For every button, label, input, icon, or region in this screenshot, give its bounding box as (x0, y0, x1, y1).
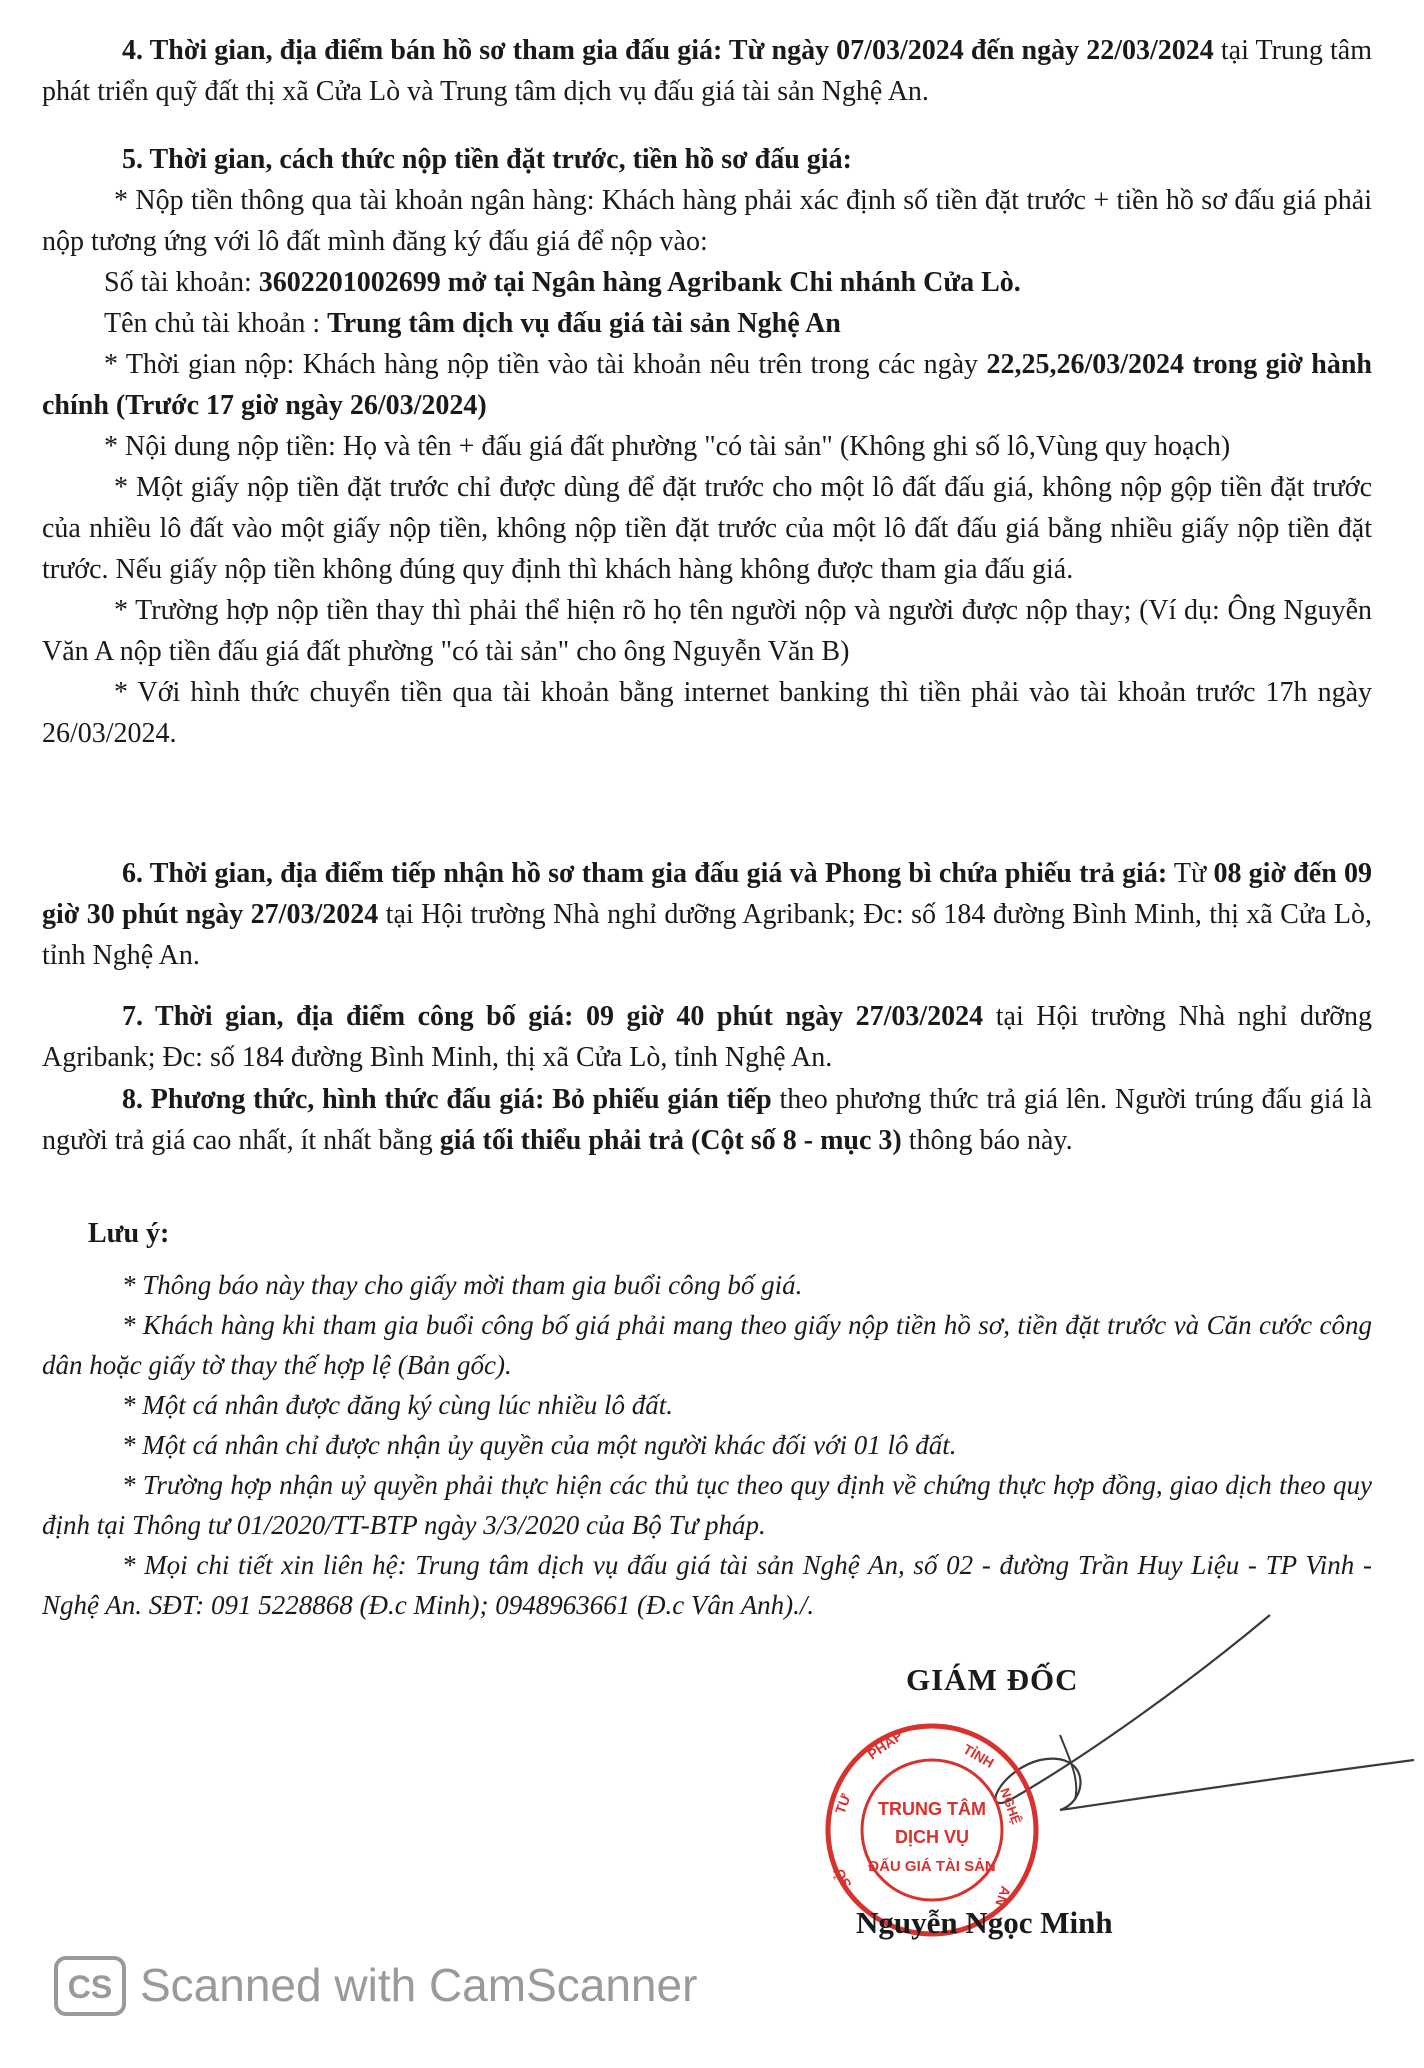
section-8-min-price: giá tối thiểu phải trả (Cột số 8 - mục 3) (439, 1125, 902, 1156)
one-paper-rule: * Một giấy nộp tiền đặt trước chỉ được dùng để đặt trước cho một lô đất đấu giá, không nộp gộp tiền đặt trước của nhiều lô đất vào một giấy nộp tiền, không nộp tiền đặt trước của một lô đất đấu giá bằng nhiều giấy nộp tiền đặt trước. Nếu giấy nộp tiền không đúng quy định thì khách hàng không được tham gia đấu giá. (42, 472, 1372, 585)
account-number-label: Số tài khoản: (104, 267, 259, 298)
note-item: * Một cá nhân được đăng ký cùng lúc nhiều lô đất. (122, 1390, 674, 1420)
note-item: * Thông báo này thay cho giấy mời tham gia buổi công bố giá. (122, 1270, 803, 1300)
section-5-heading: 5. Thời gian, cách thức nộp tiền đặt trước, tiền hồ sơ đấu giá: (122, 144, 852, 175)
note-item: * Mọi chi tiết xin liên hệ: Trung tâm dịch vụ đấu giá tài sản Nghệ An, số 02 - đường Trần Huy Liệu - TP Vinh - Nghệ An. SĐT: 091 5228868 (Đ.c Minh); 0948963661 (Đ.c Vân Anh)./. (42, 1550, 1372, 1620)
section-4-heading: 4. Thời gian, địa điểm bán hồ sơ tham gia đấu giá: Từ ngày 07/03/2024 đến ngày 22/03/2024 (122, 35, 1214, 66)
svg-text:DỊCH VỤ: DỊCH VỤ (894, 1827, 970, 1847)
account-owner-value: Trung tâm dịch vụ đấu giá tài sản Nghệ An (327, 308, 841, 339)
svg-text:TỈNH: TỈNH (960, 1740, 997, 1771)
account-number-value: 3602201002699 mở tại Ngân hàng Agribank Chi nhánh Cửa Lò. (258, 267, 1021, 298)
section-6-text-a: Từ (1167, 858, 1214, 889)
internet-banking-rule: * Với hình thức chuyển tiền qua tài khoản bằng internet banking thì tiền phải vào tài khoản trước 17h ngày 26/03/2024. (42, 677, 1372, 749)
section-8-text-a: theo phương thức trả giá lên. Người trúng đấu giá là người trả giá cao nhất, ít nhất bằng (42, 1084, 1373, 1156)
section-4-text: tại Trung tâm phát triển quỹ đất thị xã Cửa Lò và Trung tâm dịch vụ đấu giá tài sản Nghệ An. (42, 35, 1372, 107)
section-6-time: 08 giờ đến 09 giờ 30 phút ngày 27/03/2024 (42, 858, 1372, 930)
note-item: * Một cá nhân chỉ được nhận ủy quyền của một người khác đối với 01 lô đất. (122, 1430, 957, 1460)
note-item: * Trường hợp nhận uỷ quyền phải thực hiện các thủ tục theo quy định về chứng thực hợp đồng, giao dịch theo quy định tại Thông tư 01/2020/TT-BTP ngày 3/3/2020 của Bộ Tư pháp. (42, 1470, 1372, 1540)
section-6-text-b: tại Hội trường Nhà nghỉ dưỡng Agribank; Đc: số 184 đường Bình Minh, thị xã Cửa Lò, tỉnh Nghệ An. (42, 899, 1372, 971)
svg-text:TRUNG TÂM: TRUNG TÂM (878, 1799, 986, 1819)
section-7-text: tại Hội trường Nhà nghỉ dưỡng Agribank; Đc: số 184 đường Bình Minh, thị xã Cửa Lò, tỉnh Nghệ An. (42, 1001, 1373, 1073)
camscanner-watermark: Scanned with CamScanner (140, 1959, 698, 2011)
svg-text:CS: CS (67, 1969, 113, 2005)
section-5-bank-transfer: * Nộp tiền thông qua tài khoản ngân hàng: Khách hàng phải xác định số tiền đặt trước + tiền hồ sơ đấu giá phải nộp tương ứng với lô đất mình đăng ký đấu giá để nộp vào: (42, 185, 1372, 257)
signer-title: GIÁM ĐỐC (906, 1662, 1079, 1697)
section-8-heading: 8. Phương thức, hình thức đấu giá: Bỏ phiếu gián tiếp (122, 1084, 772, 1115)
section-8-text-b: thông báo này. (901, 1125, 1073, 1156)
proxy-payment-rule: * Trường hợp nộp tiền thay thì phải thể hiện rõ họ tên người nộp và người được nộp thay; (Ví dụ: Ông Nguyễn Văn A nộp tiền đấu giá đất phường "có tài sản" cho ông Nguyễn Văn B) (42, 595, 1372, 667)
svg-text:SỞ: SỞ (830, 1865, 855, 1892)
signer-name: Nguyễn Ngọc Minh (856, 1905, 1113, 1940)
payment-content: * Nội dung nộp tiền: Họ và tên + đấu giá đất phường "có tài sản" (Không ghi số lô,Vùng quy hoạch) (104, 431, 1231, 462)
payment-time-dates: 22,25,26/03/2024 trong giờ hành chính (Trước 17 giờ ngày 26/03/2024) (42, 349, 1372, 421)
payment-time-text: * Thời gian nộp: Khách hàng nộp tiền vào tài khoản nêu trên trong các ngày (104, 349, 987, 380)
notes-heading: Lưu ý: (88, 1218, 170, 1249)
section-7-heading: 7. Thời gian, địa điểm công bố giá: 09 giờ 40 phút ngày 27/03/2024 (122, 1001, 984, 1032)
note-item: * Khách hàng khi tham gia buổi công bố giá phải mang theo giấy nộp tiền hồ sơ, tiền đặt trước và Căn cước công dân hoặc giấy tờ thay thế hợp lệ (Bản gốc). (42, 1310, 1372, 1380)
svg-text:TƯ: TƯ (831, 1791, 854, 1817)
svg-text:AN: AN (992, 1883, 1015, 1909)
svg-text:NGHỆ: NGHỆ (997, 1785, 1025, 1827)
camscanner-logo-icon (54, 1956, 126, 2016)
account-owner-label: Tên chủ tài khoản : (104, 308, 328, 339)
svg-text:PHÁP: PHÁP (864, 1727, 906, 1763)
svg-text:ĐẤU GIÁ TÀI SẢN: ĐẤU GIÁ TÀI SẢN (868, 1858, 996, 1875)
section-6-heading: 6. Thời gian, địa điểm tiếp nhận hồ sơ tham gia đấu giá và Phong bì chứa phiếu trả giá: (122, 858, 1168, 889)
